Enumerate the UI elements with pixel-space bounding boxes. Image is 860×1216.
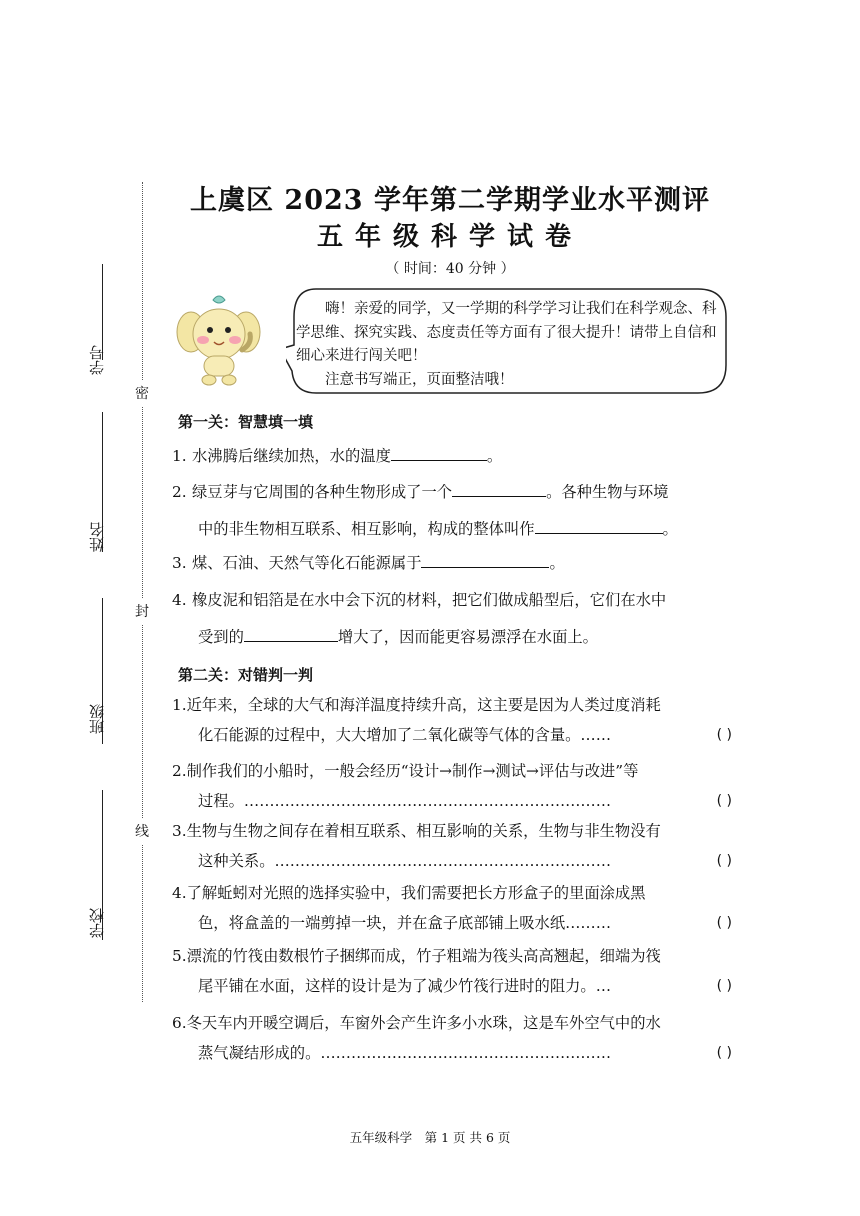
j6-answer-paren[interactable]: ( )	[716, 1045, 732, 1061]
q1-answer-blank[interactable]	[391, 445, 487, 461]
j5-answer-paren[interactable]: ( )	[716, 978, 732, 994]
j4-line1: 了解蚯蚓对光照的选择实验中，我们需要把长方形盒子的里面涂成黑	[186, 884, 646, 902]
j4-answer-paren[interactable]: ( )	[716, 915, 732, 931]
judge-question-6	[172, 1008, 732, 1068]
j2-line1: 制作我们的小船时，一般会经历“设计→制作→测试→评估与改进”等	[186, 762, 639, 780]
q4-text-b: 受到的	[198, 628, 244, 646]
label-student-id: 学号	[88, 345, 106, 375]
q2-answer-blank-2[interactable]	[535, 518, 663, 534]
section2-title: 第二关：对错判一判	[178, 666, 314, 684]
q3-answer-blank[interactable]	[421, 552, 549, 568]
label-name: 姓名	[88, 522, 106, 552]
j3-number: 3.	[172, 822, 187, 840]
seal-dotted-line	[142, 182, 143, 1002]
j2-number: 2.	[172, 762, 187, 780]
q2-answer-blank-1[interactable]	[452, 481, 546, 497]
q4-text-c: 增大了，因而能更容易漂浮在水面上。	[337, 628, 598, 646]
j2-answer-paren[interactable]: ( )	[716, 793, 732, 809]
label-school: 学校	[88, 908, 106, 938]
q2-text-b: 。各种生物与环境	[546, 483, 669, 501]
j6-number: 6.	[172, 1014, 187, 1032]
seal-char-xian: 线	[135, 818, 149, 844]
q4-answer-blank[interactable]	[244, 626, 338, 642]
label-class: 班级	[88, 704, 106, 734]
q2-text-d: 。	[662, 520, 678, 538]
greeting-paragraph: 嗨！亲爱的同学，又一学期的科学学习让我们在科学观念、科学思维、探究实践、态度责任等方面有了很大提升！请带上自信和细心来进行闯关吧！	[296, 301, 717, 364]
j5-line2: 尾平铺在水面，这样的设计是为了减少竹筏行进时的阻力。…	[198, 977, 612, 995]
q4-text-a: 橡皮泥和铝箔是在水中会下沉的材料，把它们做成船型后，它们在水中	[192, 591, 667, 609]
fill-question-1	[172, 438, 732, 475]
j2-line2: 过程。………………………………………………………………	[198, 792, 612, 810]
q1-text-b: 。	[486, 447, 503, 465]
j5-number: 5.	[172, 947, 187, 965]
j4-line2: 色，将盒盖的一端剪掉一块，并在盒子底部铺上吸水纸………	[198, 914, 612, 932]
j1-answer-paren[interactable]: ( )	[716, 727, 732, 743]
judge-question-2	[172, 756, 732, 816]
greeting-note: 注意书写端正，页面整洁哦！	[325, 371, 514, 388]
j1-number: 1.	[172, 696, 187, 714]
q2-text-a: 绿豆芽与它周围的各种生物形成了一个	[192, 483, 453, 501]
q3-text-a: 煤、石油、天然气等化石能源属于	[192, 554, 422, 572]
q3-text-b: 。	[549, 554, 565, 572]
greeting-text	[296, 298, 721, 392]
elephant-mascot-icon	[176, 292, 262, 388]
seal-char-feng: 封	[135, 598, 149, 624]
q2-number: 2.	[172, 483, 187, 501]
j6-line1: 冬天车内开暖空调后，车窗外会产生许多小水珠，这是车外空气中的水	[186, 1014, 661, 1032]
j4-number: 4.	[172, 884, 187, 902]
judge-question-5	[172, 941, 732, 1001]
exam-time: （ 时间：40 分钟 ）	[385, 261, 515, 277]
fill-question-2	[172, 474, 732, 548]
judge-question-4	[172, 878, 732, 938]
seal-char-mi: 密	[135, 380, 149, 406]
j1-line2: 化石能源的过程中，大大增加了二氧化碳等气体的含量。……	[198, 726, 612, 744]
q2-text-c: 中的非生物相互联系、相互影响，构成的整体叫作	[198, 520, 535, 538]
q1-text-a: 水沸腾后继续加热，水的温度	[192, 447, 391, 465]
exam-subtitle: 五年级科学试卷	[316, 222, 583, 252]
q3-number: 3.	[172, 554, 187, 572]
section1-title: 第一关：智慧填一填	[178, 413, 314, 431]
j3-line2: 这种关系。…………………………………………………………	[198, 852, 612, 870]
judge-question-1	[172, 690, 732, 750]
exam-title: 上虞区 2023 学年第二学期学业水平测评	[190, 185, 710, 216]
fill-question-3	[172, 545, 732, 582]
j6-line2: 蒸气凝结形成的。…………………………………………………	[198, 1044, 612, 1062]
j3-answer-paren[interactable]: ( )	[716, 853, 732, 869]
j5-line1: 漂流的竹筏由数根竹子捆绑而成，竹子粗端为筏头高高翘起，细端为筏	[186, 947, 661, 965]
page-footer: 五年级科学 第 1 页 共 6 页	[349, 1130, 511, 1145]
judge-question-3	[172, 816, 732, 876]
q4-number: 4.	[172, 591, 187, 609]
j3-line1: 生物与生物之间存在着相互联系、相互影响的关系，生物与非生物没有	[186, 822, 661, 840]
q1-number: 1.	[172, 447, 187, 465]
fill-question-4	[172, 582, 732, 656]
j1-line1: 近年来，全球的大气和海洋温度持续升高，这主要是因为人类过度消耗	[186, 696, 661, 714]
